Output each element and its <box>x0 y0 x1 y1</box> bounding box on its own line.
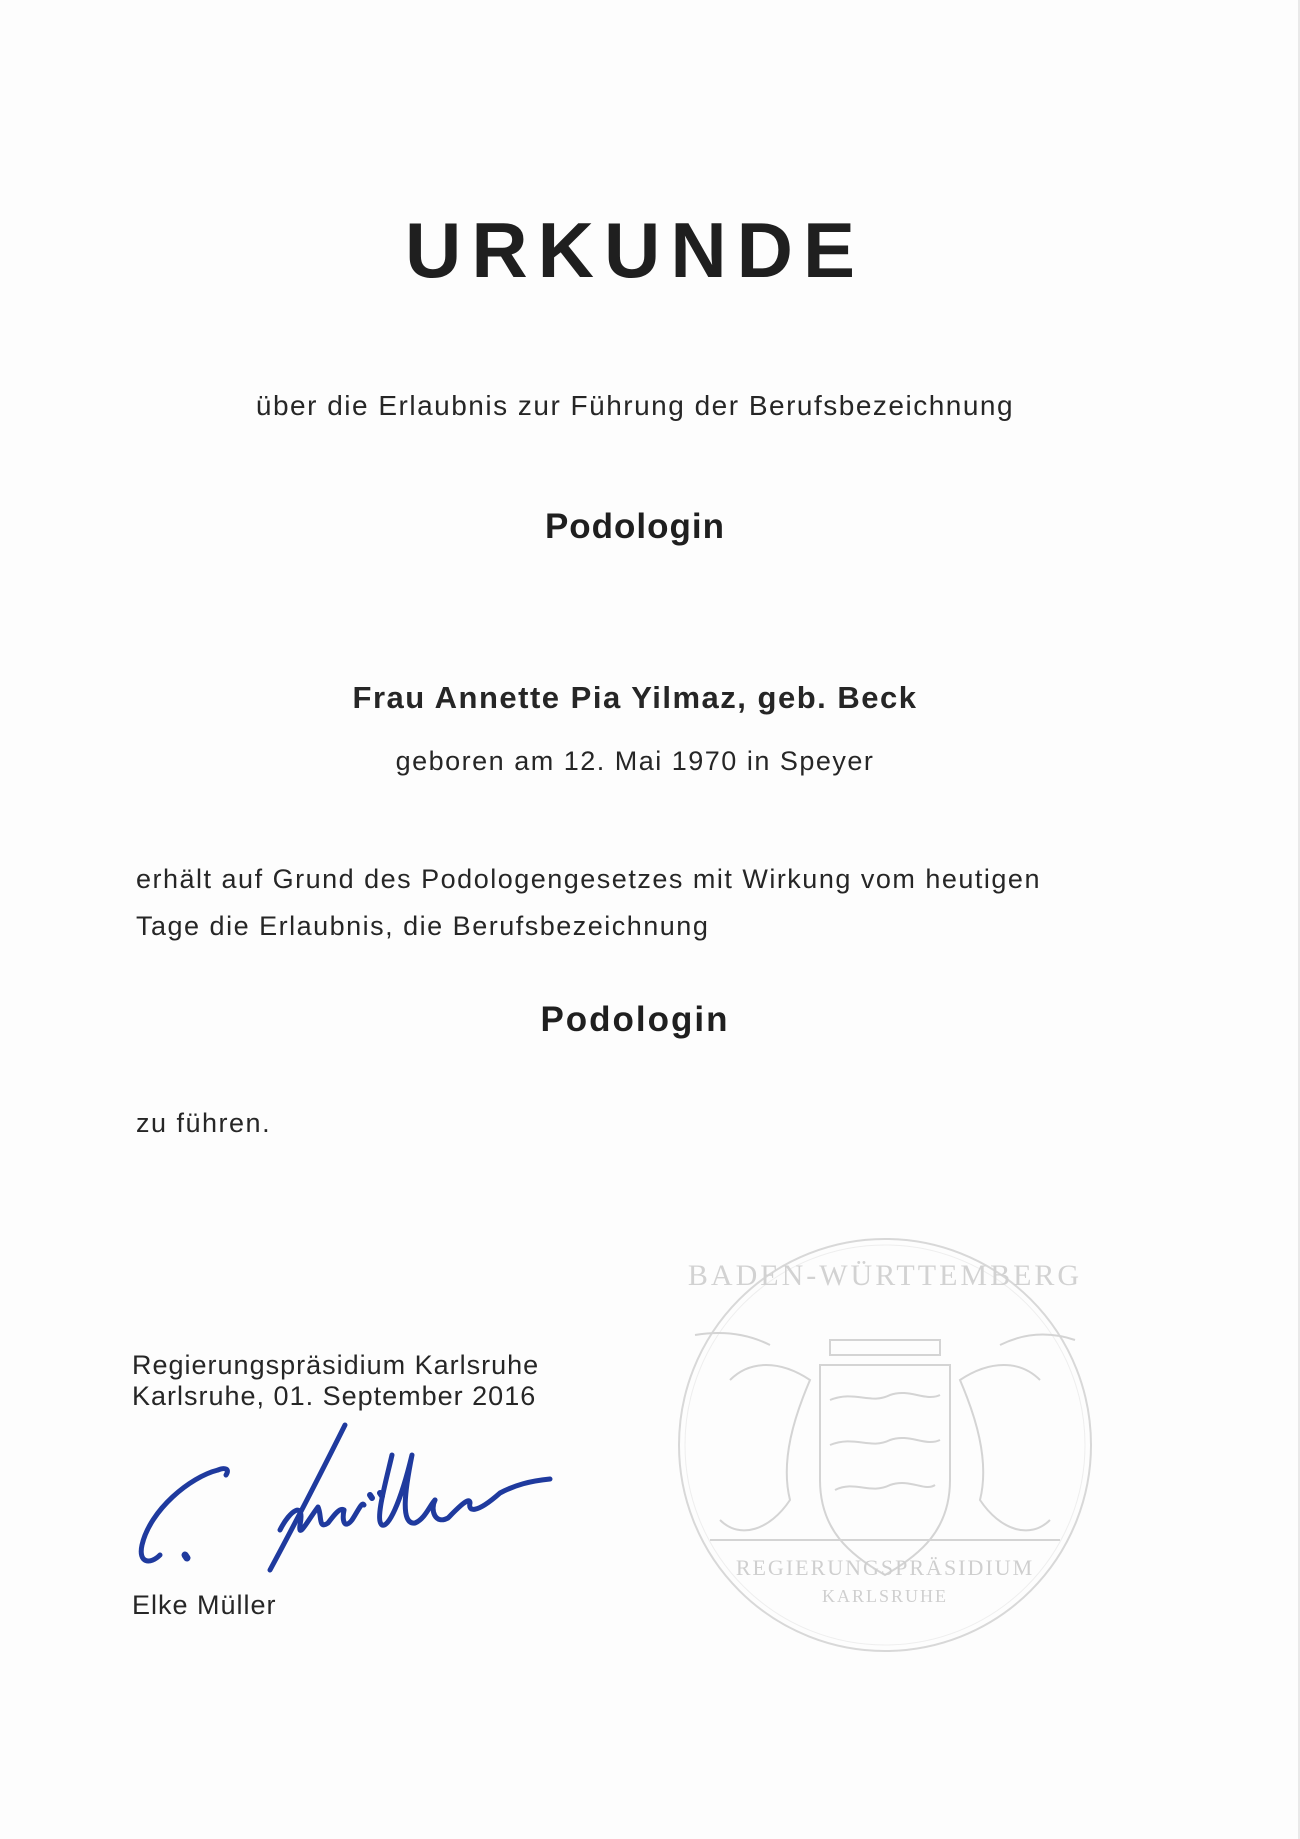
seal-bottom-text-2: KARLSRUHE <box>821 1586 949 1606</box>
document-subtitle: über die Erlaubnis zur Führung der Berufsbezeichnung <box>255 390 1015 421</box>
issuing-authority-block <box>132 1350 539 1412</box>
profession-title-repeat: Podologin <box>540 1000 730 1039</box>
document-title: URKUNDE <box>405 206 865 294</box>
grant-line-2: Tage die Erlaubnis, die Berufsbezeichnung <box>136 911 710 941</box>
seal-bottom-text-1: REGIERUNGSPRÄSIDIUM <box>735 1555 1035 1580</box>
authority-name: Regierungspräsidium Karlsruhe <box>132 1350 540 1380</box>
closing-text: zu führen. <box>136 1108 272 1138</box>
birth-info: geboren am 12. Mai 1970 in Speyer <box>395 746 875 776</box>
seal-top-text: BADEN-WÜRTTEMBERG <box>687 1259 1083 1292</box>
person-name: Frau Annette Pia Yilmaz, geb. Beck <box>352 680 918 715</box>
embossed-seal <box>670 1230 1100 1660</box>
grant-text <box>136 856 1041 950</box>
place-date: Karlsruhe, 01. September 2016 <box>132 1381 537 1411</box>
grant-line-1: erhält auf Grund des Podologengesetzes mit Wirkung vom heutigen <box>136 864 1041 894</box>
profession-title: Podologin <box>544 507 726 546</box>
handwritten-signature <box>130 1415 580 1575</box>
signer-name: Elke Müller <box>132 1590 277 1620</box>
